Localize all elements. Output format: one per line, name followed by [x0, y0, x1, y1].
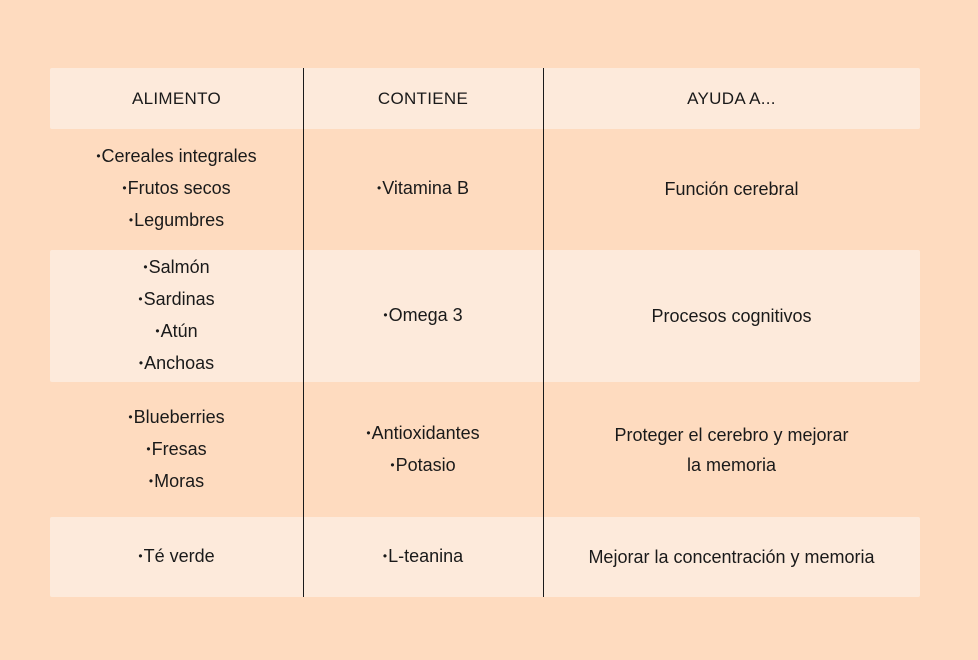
header-contiene: [303, 68, 543, 129]
alimento-item: • Atún: [155, 316, 197, 348]
alimento-item: • Té verde: [138, 541, 214, 573]
ayuda-text: Mejorar la concentración y memoria: [588, 547, 875, 567]
contiene-item: • Antioxidantes: [366, 418, 479, 450]
ayuda-text: la memoria: [686, 454, 777, 475]
table-row: [50, 129, 920, 249]
table-row: [50, 250, 920, 382]
alimento-item: • Blueberries: [128, 402, 224, 434]
table-row: [50, 382, 920, 517]
column-divider: [543, 68, 544, 597]
header-alimento-label: ALIMENTO: [132, 88, 221, 108]
alimento-item: • Legumbres: [129, 205, 224, 237]
alimento-item: • Sardinas: [138, 284, 214, 316]
contiene-cell: [303, 382, 543, 517]
column-divider: [303, 68, 304, 597]
header-contiene-label: CONTIENE: [377, 88, 469, 108]
alimento-cell: [50, 382, 303, 517]
alimento-cell: [50, 517, 303, 597]
ayuda-cell: [543, 129, 920, 249]
contiene-cell: [303, 129, 543, 249]
ayuda-text: Función cerebral: [664, 179, 799, 199]
alimento-item: • Frutos secos: [122, 173, 230, 205]
header-ayuda-label: AYUDA A...: [687, 88, 776, 108]
alimento-item: • Fresas: [146, 434, 206, 466]
table-header-row: [50, 68, 920, 129]
header-ayuda: [543, 68, 920, 129]
contiene-item: • L-teanina: [383, 541, 463, 573]
contiene-item: • Vitamina B: [377, 173, 469, 205]
ayuda-cell: [543, 517, 920, 597]
contiene-cell: [303, 517, 543, 597]
alimento-item: • Anchoas: [139, 348, 214, 380]
alimento-cell: [50, 250, 303, 382]
alimento-item: • Salmón: [143, 252, 209, 284]
contiene-item: • Potasio: [390, 450, 455, 482]
table-row: [50, 517, 920, 597]
header-alimento: [50, 68, 303, 129]
ayuda-text: Procesos cognitivos: [651, 306, 812, 326]
ayuda-text: Proteger el cerebro y mejorar: [614, 424, 849, 445]
nutrition-table: [50, 68, 920, 597]
ayuda-cell: [543, 250, 920, 382]
alimento-cell: [50, 129, 303, 249]
alimento-item: • Cereales integrales: [96, 141, 256, 173]
ayuda-cell: [543, 382, 920, 517]
contiene-cell: [303, 250, 543, 382]
alimento-item: • Moras: [149, 466, 204, 498]
contiene-item: • Omega 3: [383, 300, 462, 332]
